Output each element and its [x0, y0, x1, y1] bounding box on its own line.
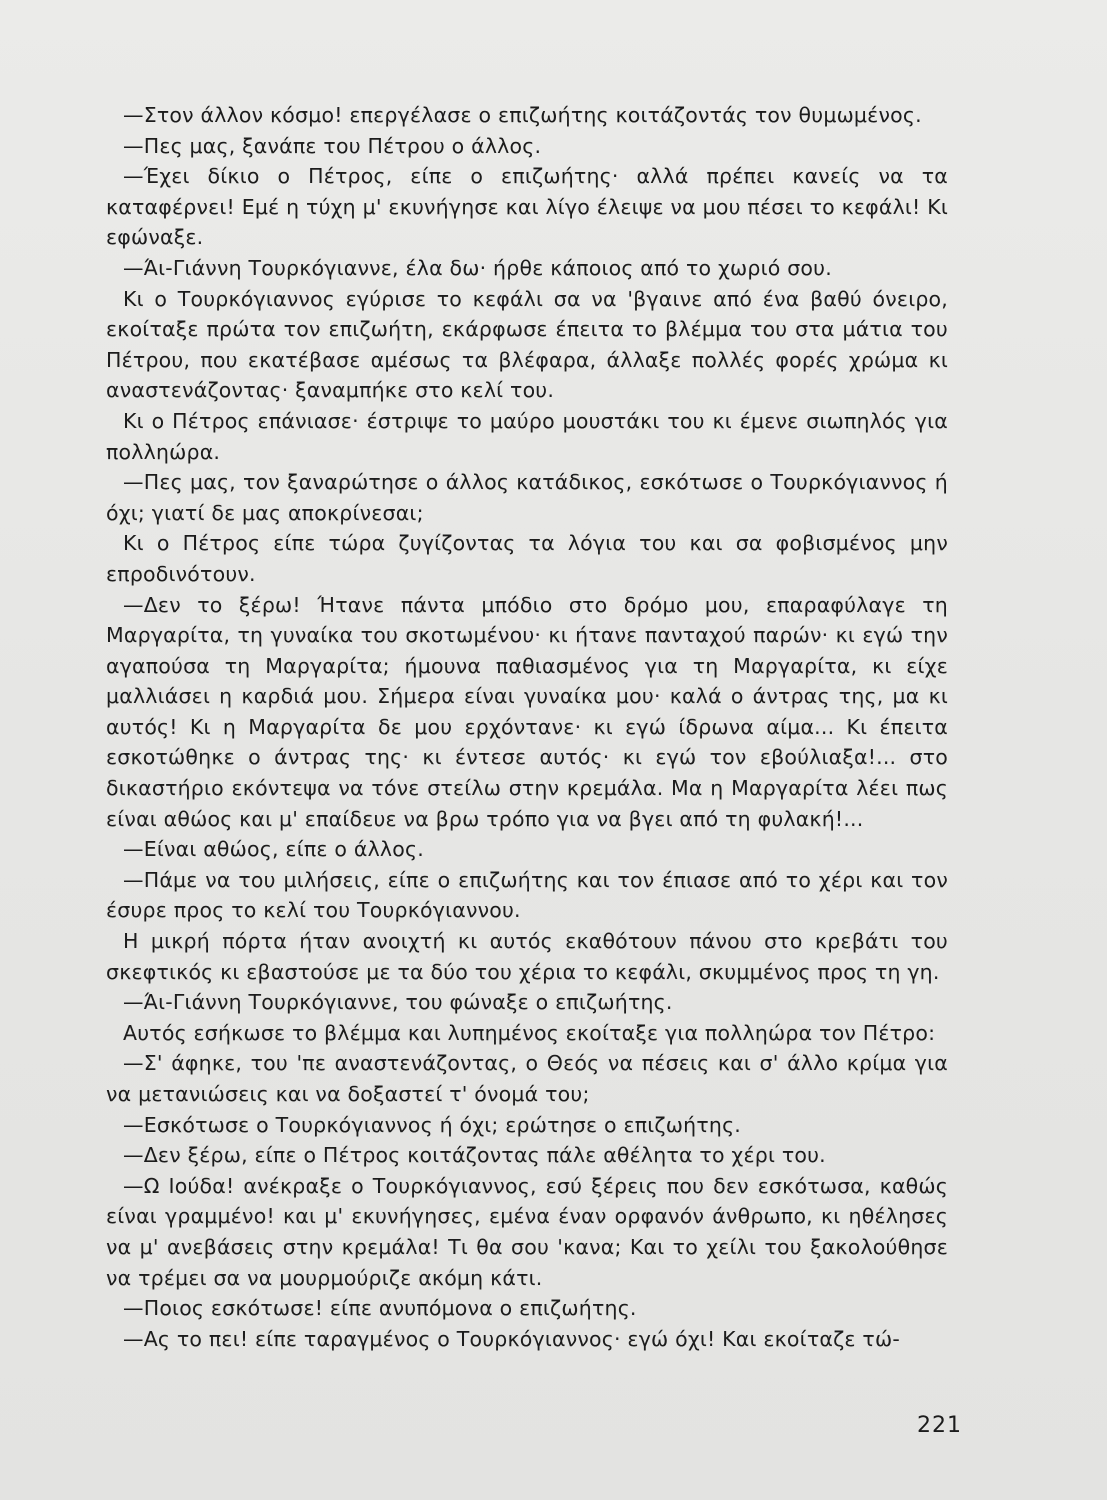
paragraph: Η μικρή πόρτα ήταν ανοιχτή κι αυτός εκαθότουν πάνου στο κρεβάτι του σκεφτικός κι εβαστούσε με τα δύο του χέρια το κεφάλι, σκυμμένος προς τη γη. — [106, 929, 948, 984]
paragraph: —Έχει δίκιο ο Πέτρος, είπε ο επιζωήτης· αλλά πρέπει κανείς να τα καταφέρνει! Εμέ η τύχη μ' εκυνήγησε και λίγο έλειψε να μου πέσει το κεφάλι! Κι εφώναξε. — [106, 164, 948, 250]
paragraph: Κι ο Πέτρος επάνιασε· έστριψε το μαύρο μουστάκι του κι έμενε σιωπηλός για πολληώρα. — [106, 408, 948, 464]
paragraph: —Δεν το ξέρω! Ήτανε πάντα μπόδιο στο δρόμο μου, επαραφύλαγε τη Μαργαρίτα, τη γυναίκα του σκοτωμένου· κι ήτανε πανταχού παρών· κι εγώ την αγαπούσα τη Μαργαρίτα; ήμουνα παθιασμένος για τη Μαργαρίτα, κι είχε μαλλιάσει η καρδιά μου. Σήμερα είναι γυναίκα μου· καλά ο άντρας της, μα κι αυτός! Κι η Μαργαρίτα δε μου ερχόντανε· κι εγώ ίδρωνα αίμα... Κι έπειτα εσκοτώθηκε ο άντρας της· κι έντεσε αυτός· κι εγώ τον εβούλιαξα!... στο δικαστήριο εκόντεψα να τόνε στείλω στην κρεμάλα. Μα η Μαργαρίτα λέει πως είναι αθώος και μ' επαίδευε να βρω τρόπο για να βγει από τη φυλακή!... — [106, 592, 948, 831]
body-text — [106, 100, 948, 1354]
paragraph: Κι ο Τουρκόγιαννος εγύρισε το κεφάλι σα να 'βγαινε από ένα βαθύ όνειρο, εκοίταξε πρώτα τον επιζωήτη, εκάρφωσε έπειτα το βλέμμα του στα μάτια του Πέτρου, που εκατέβασε αμέσως τα βλέφαρα, άλλαξε πολλές φορές χρώμα κι αναστενάζοντας· ξαναμπήκε στο κελί του. — [106, 286, 948, 403]
paragraph: —Πες μας, ξανάπε του Πέτρου ο άλλος. — [123, 133, 542, 158]
paragraph: —Εσκότωσε ο Τουρκόγιαννος ή όχι; ερώτησε ο επιζωήτης. — [123, 1112, 742, 1137]
paragraph: —Σ' άφηκε, του 'πε αναστενάζοντας, ο Θεός να πέσεις και σ' άλλο κρίμα για να μετανιώσεις και να δοξαστεί τ' όνομά του; — [106, 1051, 948, 1106]
paragraph: —Πες μας, τον ξαναρώτησε ο άλλος κατάδικος, εσκότωσε ο Τουρκόγιαννος ή όχι; γιατί δε μας αποκρίνεσαι; — [106, 470, 948, 525]
paragraph: —Πάμε να του μιλήσεις, είπε ο επιζωήτης και τον έπιασε από το χέρι και τον έσυρε προς το κελί του Τουρκόγιαννου. — [106, 867, 948, 923]
paragraph: —Άι-Γιάννη Τουρκόγιαννε, του φώναξε ο επιζωήτης. — [123, 990, 673, 1015]
paragraph: —Ας το πει! είπε ταραγμένος ο Τουρκόγιαννος· εγώ όχι! Και εκοίταζε τώ- — [123, 1326, 900, 1351]
paragraph: Αυτός εσήκωσε το βλέμμα και λυπημένος εκοίταξε για πολληώρα τον Πέτρο: — [123, 1020, 936, 1045]
paragraph: —Στον άλλον κόσμο! επεργέλασε ο επιζωήτης κοιτάζοντάς τον θυμωμένος. — [123, 103, 922, 127]
paragraph: —Δεν ξέρω, είπε ο Πέτρος κοιτάζοντας πάλε αθέλητα το χέρι του. — [123, 1143, 826, 1168]
paragraph: —Ω Ιούδα! ανέκραξε ο Τουρκόγιαννος, εσύ ξέρεις που δεν εσκότωσα, καθώς είναι γραμμένο! και μ' εκυνήγησες, εμένα έναν ορφανόν άνθρωπο, κι ηθέλησες να μ' ανεβάσεις στην κρεμάλα! Τι θα σου 'κανα; Και το χείλι του ξακολούθησε να τρέμει σα να μουρμούριζε ακόμη κάτι. — [106, 1173, 948, 1290]
paragraph: —Είναι αθώος, είπε ο άλλος. — [123, 837, 424, 862]
paragraph: Κι ο Πέτρος είπε τώρα ζυγίζοντας τα λόγια του και σα φοβισμένος μην επροδινότουν. — [106, 531, 948, 586]
paragraph: —Ποιος εσκότωσε! είπε ανυπόμονα ο επιζωήτης. — [123, 1296, 637, 1321]
page-number: 221 — [917, 1413, 962, 1438]
paragraph: —Άι-Γιάννη Τουρκόγιαννε, έλα δω· ήρθε κάποιος από το χωριό σου. — [123, 255, 832, 280]
